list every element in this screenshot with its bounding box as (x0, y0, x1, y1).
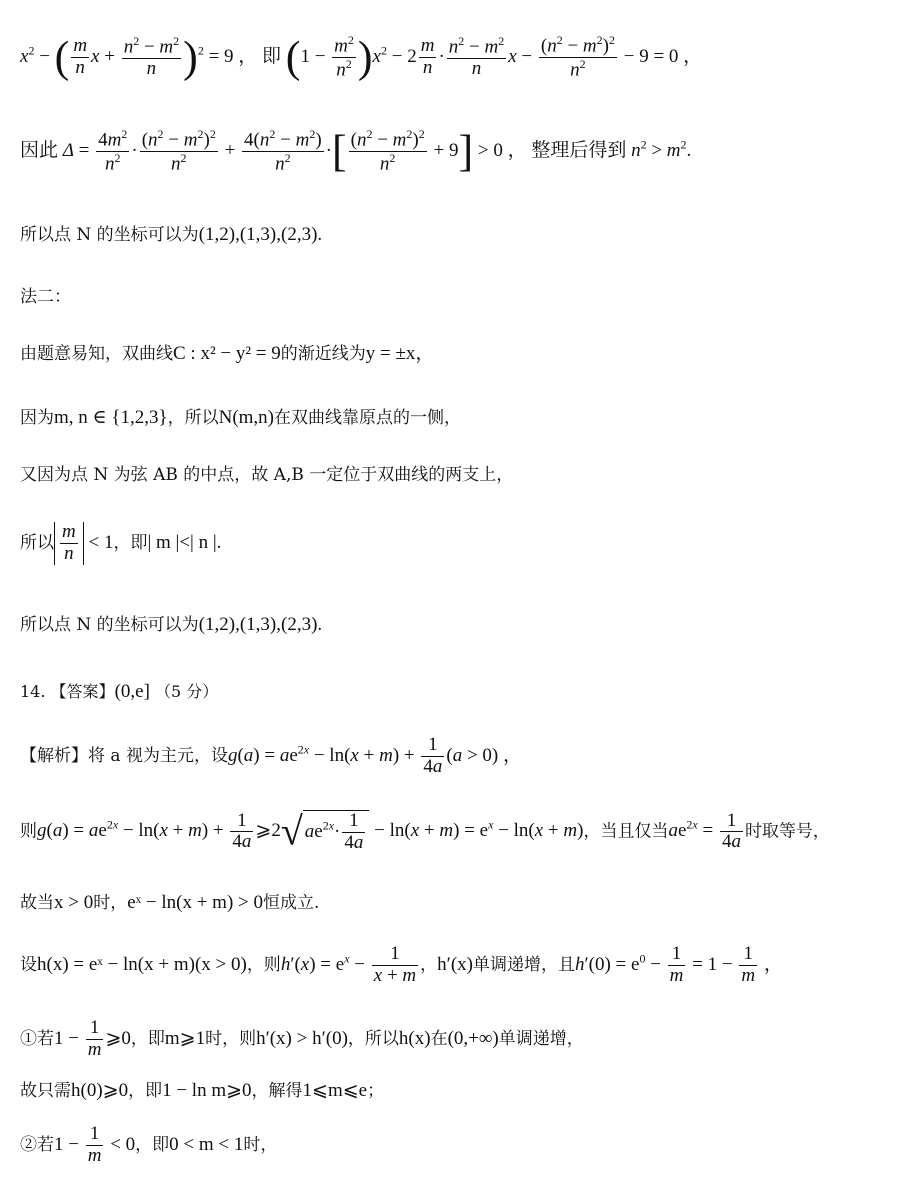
math-expression: $g(a) = ae^{2x} - \ln(x + m)$ + $\frac{1}{4a}$ ⩾2√ $ae^{2x}\cdot$ $\frac{1}{4a}$ − $\ln(x + m) = e^x - \ln(x + m)$ (37, 808, 584, 854)
math-expression: $x^2$ − ( $\frac{m}{n}$ x + $\frac{n^2 - m^2}{n}$ )$^2$ = 9 ， 即 (1 − $\frac{m^2}{n^2}$ )$x^2 - 2$ $\frac{m}{n}$ · $\frac{n^2 - m^2}{n}$ x − $\frac{(n^2 - m^2)^2}{n^2}$ − 9 = 0 ， (20, 32, 703, 82)
text: 时，则 (205, 1028, 257, 1049)
math-expression: eˣ − ln(x + m) > 0 (127, 892, 264, 913)
text: ，解得 (251, 1081, 303, 1101)
text: 将 a 视为主元，设 (88, 745, 228, 766)
math-expression: m⩾1 (164, 1027, 206, 1049)
math-expression: 因此 Δ = $\frac{4m^2}{n^2}$ · $\frac{(n^2 - m^2)^2}{n^2}$ + $\frac{4(n^2 - m^2)}{n^2}$ ·[ $\frac{(n^2 - m^2)^2}{n^2}$ + 9] > 0 ， 整理后得到 $n^2 > m^2$. (20, 126, 692, 176)
text: 故只需 (20, 1081, 71, 1101)
asymptote-line (20, 343, 884, 365)
text: ，所以 (347, 1028, 399, 1049)
math-expression: $ae^{2x}$ = $\frac{1}{4a}$ (668, 809, 741, 853)
math-expression: h(x) = eˣ − ln(x + m)(x > 0) (37, 953, 247, 975)
math-expression: C : x² − y² = 9 (173, 343, 281, 364)
answer-line (20, 681, 884, 703)
math-expression: h′(x) > h′(0) (256, 1027, 348, 1049)
text: 时， (93, 893, 128, 913)
math-expression: 1 − ln m⩾0 (162, 1080, 252, 1101)
text: 单调递增，且 (472, 954, 575, 975)
answer-value: (0,e] (114, 681, 150, 702)
conclusion-line-1 (20, 224, 884, 246)
text: ②若 (20, 1134, 54, 1155)
midpoint-line (20, 466, 884, 486)
ratio-line (20, 522, 884, 565)
math-expression: h(0)⩾0 (71, 1080, 129, 1101)
text: 时取等号， (744, 821, 830, 842)
answer-label: 【答案】 (50, 682, 115, 701)
text: ，即 (135, 1134, 170, 1155)
positivity-line (20, 892, 884, 914)
math-expression: h′(x) (437, 953, 473, 975)
math-expression: $\frac{m}{n}$ < 1 (54, 532, 113, 553)
text: 单调递增， (498, 1028, 584, 1049)
text: 法二： (20, 287, 71, 307)
score: （5 分） (155, 682, 219, 701)
text: 因为 (20, 408, 54, 428)
text: 则 (20, 821, 37, 842)
math-expression: (1,2),(1,3),(2,3). (198, 224, 323, 245)
text: ，即 (128, 1081, 163, 1101)
equation-line-2 (20, 128, 884, 175)
text: 在双曲线靠原点的一侧， (274, 408, 461, 428)
conclusion-line-2 (20, 614, 884, 636)
text: 恒成立. (263, 893, 320, 913)
math-expression: 1⩽m⩽e (302, 1080, 368, 1101)
text: 所以点 N 的坐标可以为 (20, 225, 199, 245)
math-expression: | m |<| n |. (147, 531, 222, 553)
text: 所以点 N 的坐标可以为 (20, 615, 199, 635)
derivative-line (20, 944, 884, 987)
position-line (20, 407, 884, 429)
text: ， (420, 954, 438, 975)
math-expression: h(x) (398, 1027, 431, 1049)
math-expression: (0,+∞) (447, 1027, 499, 1049)
text: ，即 (130, 1028, 165, 1049)
text: 由题意易知，双曲线 (20, 344, 173, 364)
text: 故当 (20, 893, 54, 913)
math-expression: 1 − $\frac{1}{m}$ < 0 (54, 1123, 136, 1166)
math-expression: (1,2),(1,3),(2,3). (198, 614, 323, 635)
question-number: 14. (20, 682, 46, 701)
text: 的渐近线为 (280, 344, 366, 364)
text: 时， (243, 1134, 278, 1155)
text: 所以 (20, 532, 54, 553)
method-two-heading (20, 288, 884, 308)
case-two-line (20, 1124, 884, 1167)
math-expression: x > 0 (54, 892, 94, 913)
text: 在 (430, 1028, 448, 1049)
text: ； (367, 1081, 385, 1101)
text: ①若 (20, 1028, 54, 1049)
text: 又因为点 N 为弦 AB 的中点，故 A,B 一定位于双曲线的两支上， (20, 465, 514, 485)
text: ，则 (246, 954, 281, 975)
text: 设 (20, 954, 37, 975)
analysis-label: 【解析】 (20, 745, 88, 766)
math-expression: y = ±x， (365, 343, 435, 364)
text: ，即 (113, 532, 148, 553)
text: ，当且仅当 (583, 821, 669, 842)
math-expression: 0 < m < 1 (169, 1133, 244, 1155)
equation-line-1 (20, 34, 884, 81)
math-expression: $h'(0) = e^0$ − $\frac{1}{m}$ = 1 − $\frac{1}{m}$ ， (574, 943, 783, 986)
analysis-line (20, 735, 884, 778)
math-expression: m, n ∈ {1,2,3} (54, 407, 168, 428)
inequality-line (20, 810, 884, 854)
math-expression: 1 − $\frac{1}{m}$ ⩾0 (54, 1017, 131, 1060)
text: ，所以 (167, 408, 219, 428)
math-expression: $h'(x) = e^x$ − $\frac{1}{x + m}$ (280, 943, 417, 986)
math-expression: $g(a) = ae^{2x} - \ln(x + m)$ + $\frac{1}{4a}$ (a > 0) ， (227, 734, 522, 777)
math-expression: N(m,n) (218, 407, 274, 428)
condition-line (20, 1080, 884, 1102)
case-one-line (20, 1018, 884, 1061)
